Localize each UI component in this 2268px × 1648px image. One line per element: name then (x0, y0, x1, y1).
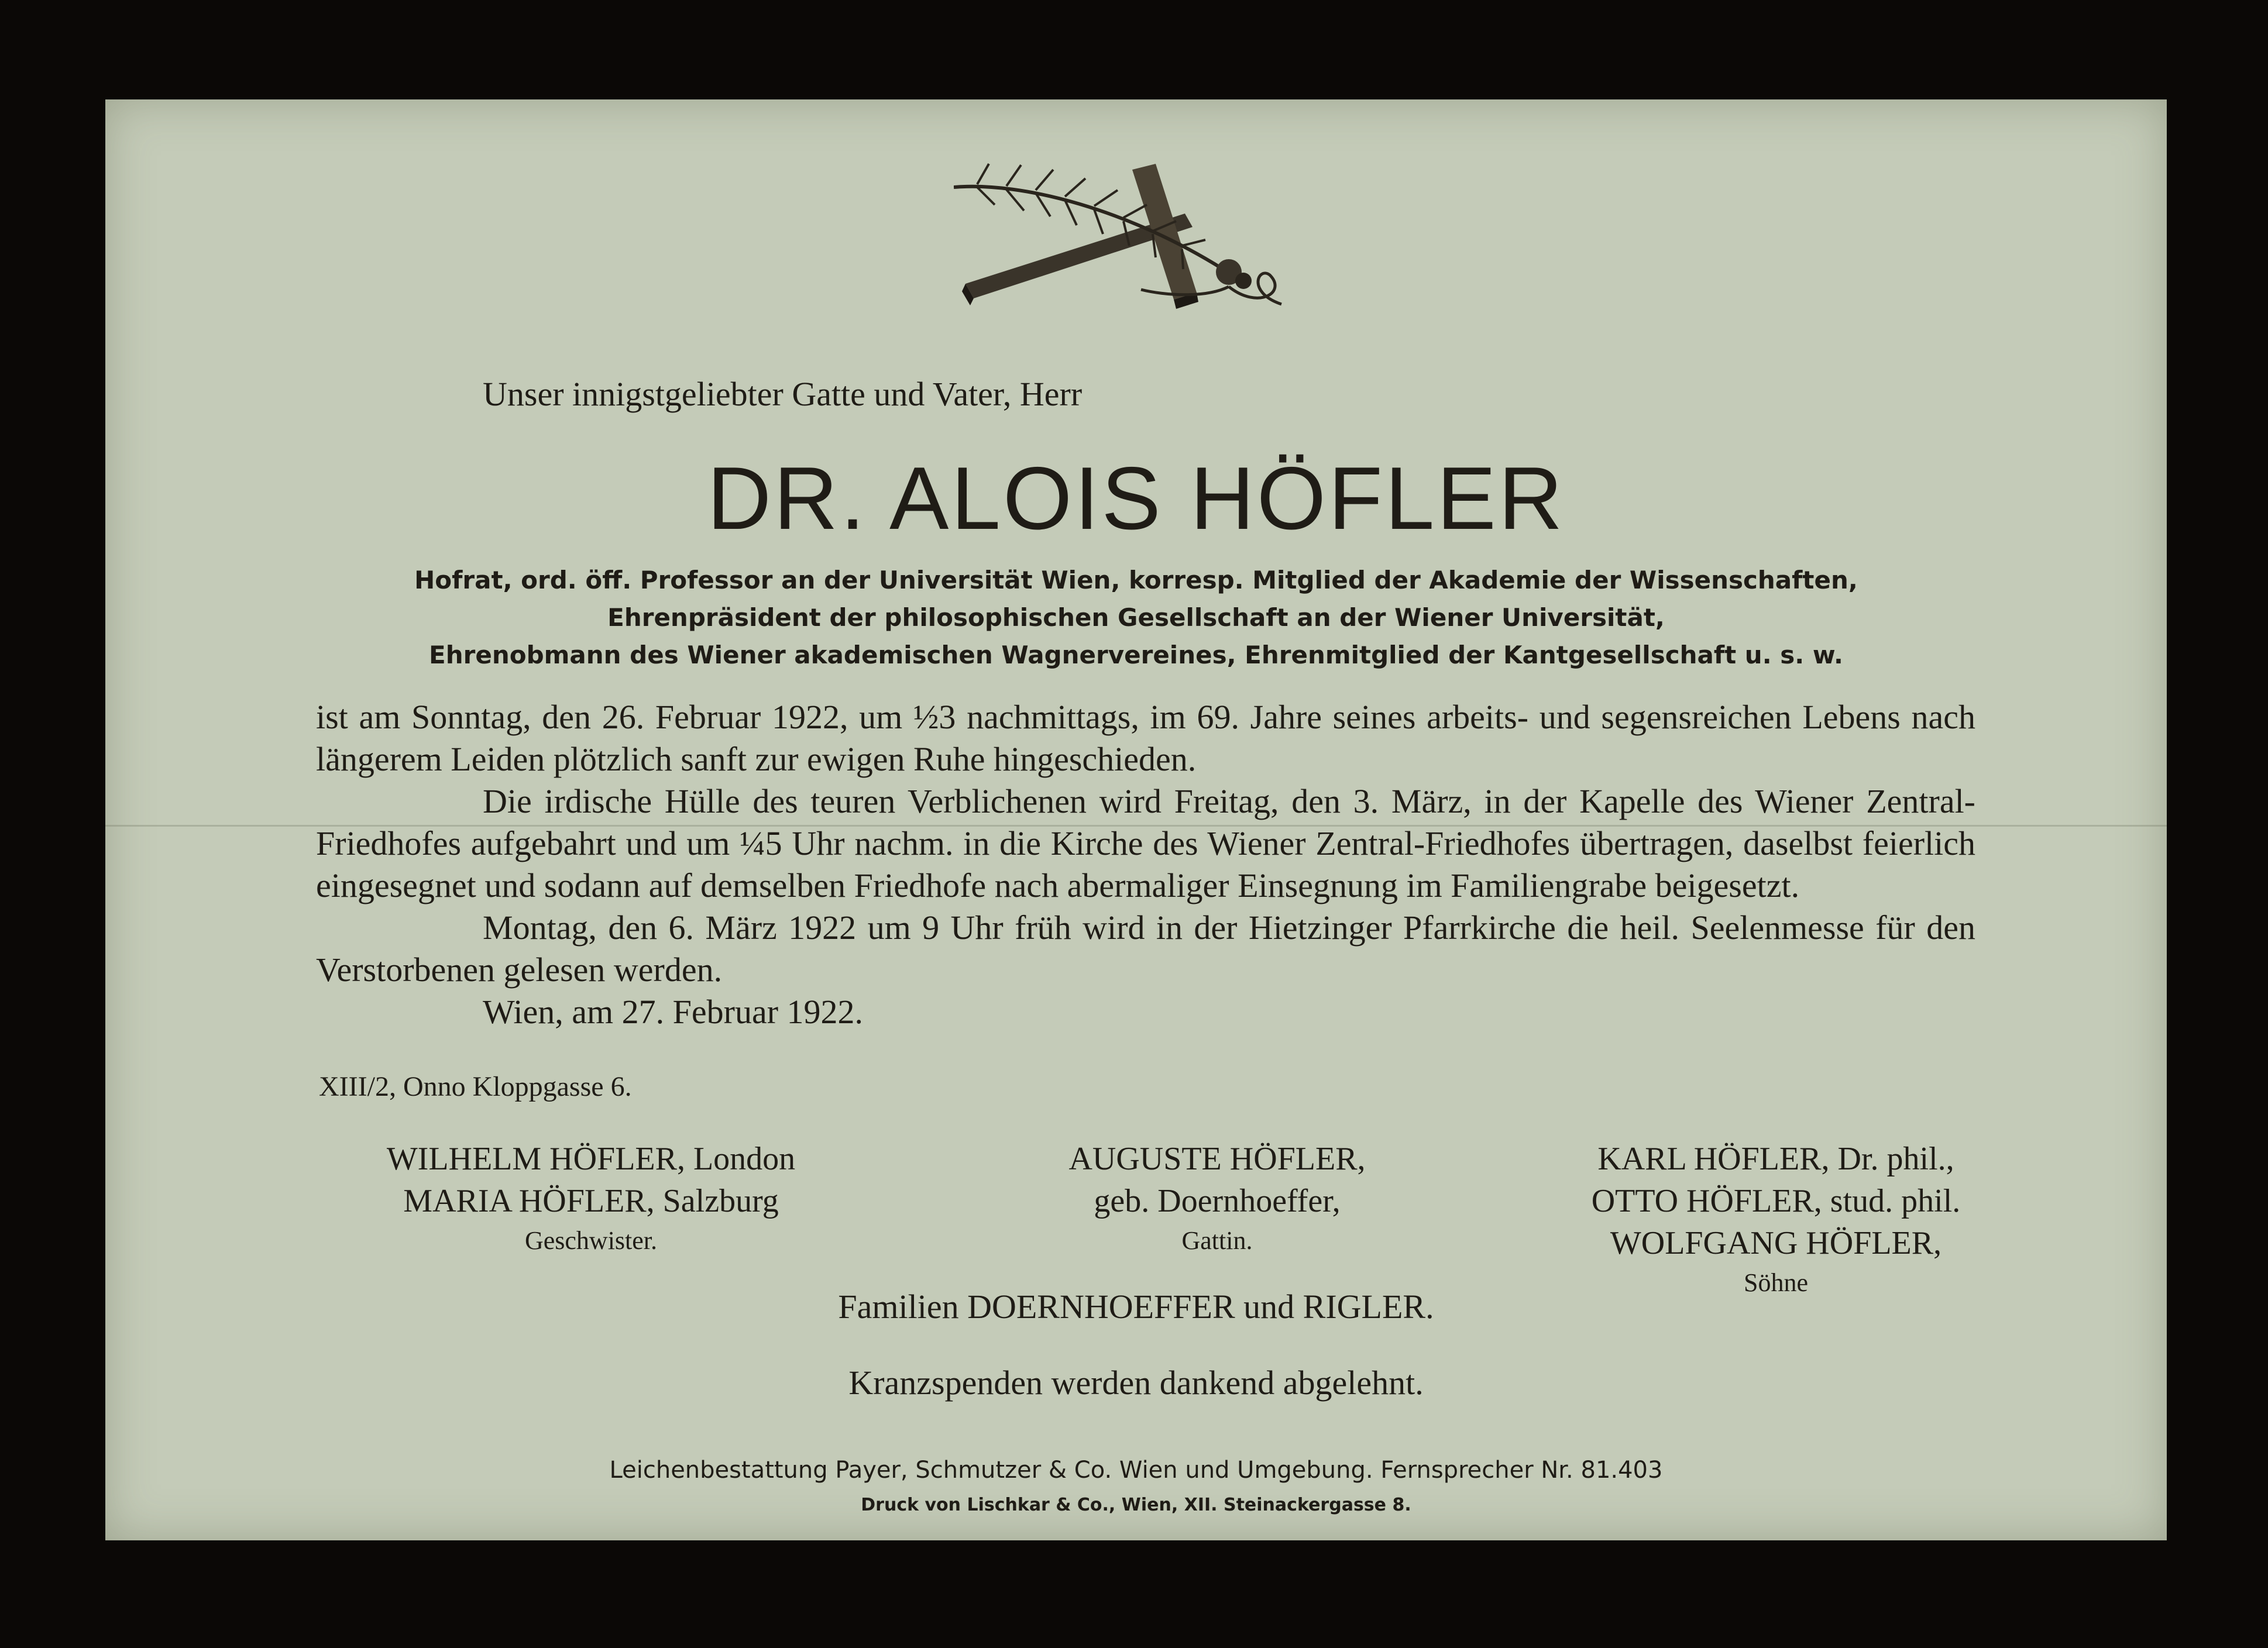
mourner-relation: Söhne (1744, 1268, 1808, 1297)
deceased-titles (105, 562, 2167, 674)
mourner-name: AUGUSTE HÖFLER, (1068, 1141, 1366, 1177)
printer-line: Druck von Lischkar & Co., Wien, XII. Steinackergasse 8. (861, 1495, 1411, 1515)
mourner-relation: Geschwister. (524, 1226, 658, 1255)
mourner-name: OTTO HÖFLER, stud. phil. (1591, 1183, 1961, 1219)
funeral-paragraph: Die irdische Hülle des teuren Verblichenen wird Freitag, den 3. März, in der Kapelle des Wiener Zentral-Friedhofes aufgebahrt und um ¼5 Uhr nachm. in die Kirche des Wiener Zentral-Friedhofes übertragen, daselbst feierlich eingesegnet und sodann auf demselben Friedhofe nach abermaliger Einsegnung im Familiengrabe beigesetzt. (316, 782, 1975, 904)
mourner-name: WILHELM HÖFLER, London (386, 1141, 796, 1177)
mourner-name: KARL HÖFLER, Dr. phil., (1597, 1141, 1954, 1177)
mourners-sons (1483, 1138, 2068, 1302)
mourner-name: geb. Doernhoeffer, (1094, 1183, 1341, 1219)
date-line: Wien, am 27. Februar 1922. (483, 993, 864, 1031)
mourner-relation: Gattin. (1181, 1226, 1253, 1255)
mourners-siblings (298, 1138, 884, 1260)
intro-line: Unser innigstgeliebter Gatte und Vater, Herr (483, 375, 1083, 413)
families-line: Familien DOERNHOEFFER und RIGLER. (838, 1288, 1434, 1326)
undertaker-line: Leichenbestattung Payer, Schmutzer & Co. Wien und Umgebung. Fernsprecher Nr. 81.403 (609, 1457, 1663, 1484)
title-line: Ehrenobmann des Wiener akademischen Wagnervereines, Ehrenmitglied der Kantgesellschaft u. s. w. (429, 641, 1843, 669)
address-line: XIII/2, Onno Kloppgasse 6. (319, 1071, 632, 1102)
requiem-paragraph: Montag, den 6. März 1922 um 9 Uhr früh wird in der Hietzinger Pfarrkirche die heil. Seelenmesse für den Verstorbenen gelesen werden. (316, 909, 1975, 989)
flowers-declined-line: Kranzspenden werden dankend abgelehnt. (848, 1364, 1424, 1402)
death-paragraph: ist am Sonntag, den 26. Februar 1922, um ½3 nachmittags, im 69. Jahre seines arbeits- und segensreichen Lebens nach längerem Leiden plötzlich sanft zur ewigen Ruhe hingeschieden. (316, 698, 1975, 778)
cross-and-palm-emblem-icon (954, 158, 1334, 333)
notice-body (316, 696, 1975, 1033)
mourner-name: WOLFGANG HÖFLER, (1610, 1225, 1942, 1261)
deceased-name: DR. ALOIS HÖFLER (707, 449, 1565, 548)
title-line: Ehrenpräsident der philosophischen Gesellschaft an der Wiener Universität, (607, 603, 1665, 632)
mourners-wife (925, 1138, 1510, 1260)
death-notice-card (105, 99, 2167, 1540)
title-line: Hofrat, ord. öff. Professor an der Universität Wien, korresp. Mitglied der Akademie der Wissenschaften, (414, 566, 1858, 594)
mourner-name: MARIA HÖFLER, Salzburg (403, 1183, 779, 1219)
